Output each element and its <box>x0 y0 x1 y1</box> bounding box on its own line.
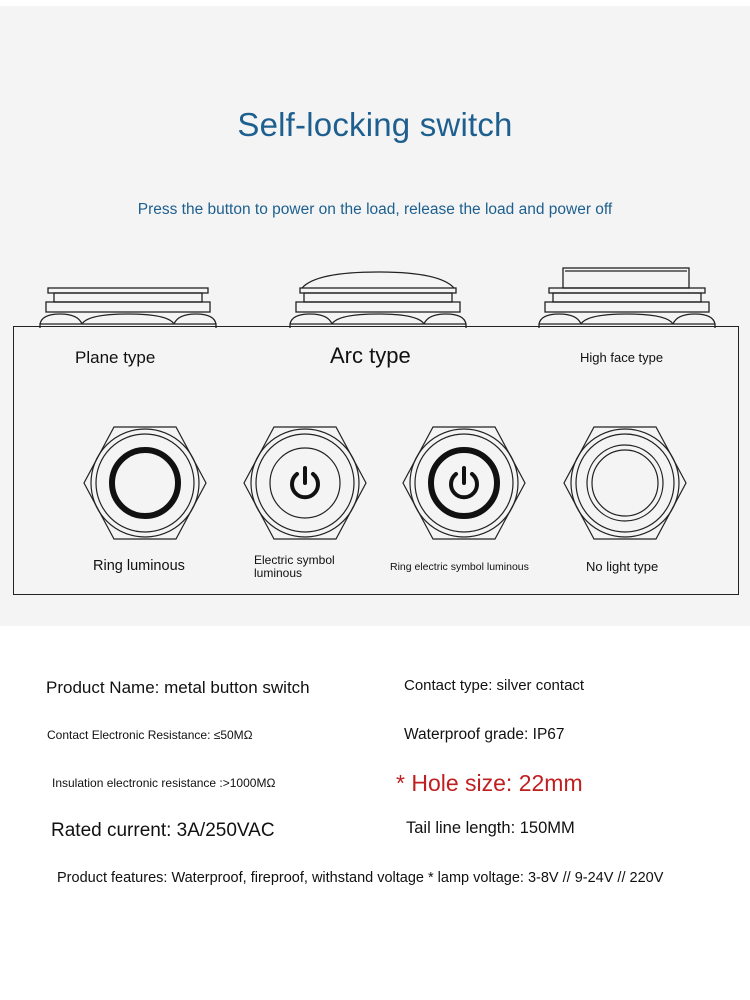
spec-contact-type: Contact type: silver contact <box>404 677 585 694</box>
no-light-label: No light type <box>586 559 659 574</box>
spec-insulation: Insulation electronic resistance :>1000MΩ <box>52 776 276 790</box>
ring-luminous-icon <box>82 423 208 543</box>
arc-type-switch-icon <box>286 262 470 328</box>
spec-hole-size: * Hole size: 22mm <box>396 770 583 796</box>
spec-features: Product features: Waterproof, fireproof, withstand voltage * lamp voltage: 3-8V // 9-24V // 220V <box>57 870 664 886</box>
spec-contact-resistance: Contact Electronic Resistance: ≤50MΩ <box>47 728 253 742</box>
ring-electric-symbol-icon <box>401 423 527 543</box>
plane-type-switch-icon <box>36 262 220 328</box>
no-light-icon <box>562 423 688 543</box>
electric-symbol-label: Electric symbol luminous <box>254 553 335 580</box>
page-title: Self-locking switch <box>237 106 513 143</box>
arc-type-label: Arc type <box>330 343 411 368</box>
high-face-type-label: High face type <box>580 350 664 365</box>
spec-tail-line: Tail line length: 150MM <box>406 819 575 837</box>
page-subtitle: Press the button to power on the load, release the load and power off <box>137 201 613 218</box>
spec-waterproof: Waterproof grade: IP67 <box>404 726 565 743</box>
ring-luminous-label: Ring luminous <box>93 558 185 574</box>
top-strip <box>0 0 750 6</box>
electric-symbol-icon <box>242 423 368 543</box>
high-face-type-switch-icon <box>535 262 719 328</box>
ring-electric-symbol-label: Ring electric symbol luminous <box>390 561 529 573</box>
plane-type-label: Plane type <box>75 348 156 367</box>
spec-rated-current: Rated current: 3A/250VAC <box>51 820 275 841</box>
spec-product-name: Product Name: metal button switch <box>46 678 310 697</box>
